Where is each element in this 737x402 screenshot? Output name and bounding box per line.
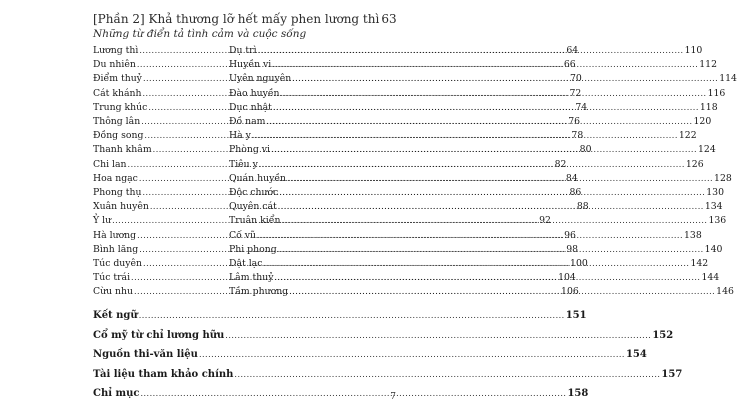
dot-leader (257, 229, 683, 242)
dot-leader (234, 368, 660, 382)
entry-page: 84 (565, 172, 578, 184)
entry-page: 134 (704, 201, 723, 213)
entry-label: Hà lương (93, 229, 137, 241)
entry-page: 136 (708, 215, 727, 227)
dot-leader (273, 101, 699, 114)
entry-label: Lương thì (93, 45, 139, 56)
entry-label: Bình lăng (93, 243, 139, 255)
entry-page: 70 (569, 73, 582, 85)
entry-page: 76 (568, 116, 581, 127)
entry-page: 82 (554, 158, 567, 170)
entry-label: Uyên nguyên (229, 73, 292, 85)
entry-label: Đồ nam (229, 116, 266, 127)
entry-page: 152 (652, 329, 674, 341)
dot-leader (278, 200, 704, 213)
page-number: 7 (390, 392, 396, 402)
entry-label: Quyên cát (229, 201, 277, 213)
dot-leader (272, 58, 698, 71)
entry-page: 92 (539, 215, 551, 227)
entry-label: Dụ trì (229, 45, 257, 56)
dot-leader (139, 309, 565, 323)
entry-label: Chi lan (93, 158, 127, 170)
entry-page: 106 (561, 286, 579, 298)
entry-label: Quán huyền (229, 172, 287, 184)
entry-page: 78 (571, 130, 584, 142)
entry-label: Phòng vi (229, 144, 270, 156)
entry-page: 118 (699, 101, 718, 113)
entry-page: 72 (569, 87, 582, 99)
entry-page: 88 (576, 201, 589, 213)
entry-label: Hoa ngạc (93, 172, 138, 184)
entry-page: 74 (575, 101, 588, 113)
entry-label: Tầm phương (229, 286, 289, 298)
entry-page: 100 (570, 258, 588, 269)
entry-page: 116 (707, 87, 726, 99)
entry-label: Dật lạc (229, 258, 263, 269)
entry-label: Kết ngữ (93, 310, 138, 321)
entry-label: Thanh khâm (93, 144, 152, 156)
entry-page: 112 (699, 59, 718, 71)
entry-label: Lâm thuỷ (229, 272, 274, 284)
dot-leader (281, 214, 707, 227)
entry-page: 64 (566, 45, 579, 56)
dot-leader (271, 143, 697, 156)
entry-page: 124 (697, 144, 716, 156)
entry-page: 80 (579, 144, 592, 156)
dot-leader (225, 329, 651, 343)
entry-page: 66 (563, 59, 576, 71)
dot-leader (292, 72, 718, 85)
entry-page: 144 (701, 272, 720, 284)
entry-label: Hà y (229, 130, 251, 142)
entry-page: 96 (564, 229, 576, 241)
entry-label: Trung khúc (93, 101, 148, 113)
dot-leader (274, 271, 700, 284)
dot-leader (289, 285, 715, 298)
entry-label: Du nhiên (93, 59, 136, 71)
entry-page: 157 (661, 368, 683, 380)
entry-label: Nguồn thi-văn liệu (93, 349, 198, 361)
entry-label: Đào huyền (229, 87, 280, 99)
entry-label: Phong thụ (93, 187, 142, 198)
entry-label: Cát khánh (93, 87, 142, 99)
entry-label: Túc trái (93, 272, 131, 284)
entry-page: 130 (706, 187, 725, 198)
dot-leader (258, 44, 684, 57)
entry-page: 114 (719, 73, 737, 85)
entry-page: 126 (685, 158, 704, 170)
entry-label: Dục nhật (229, 101, 272, 113)
dot-leader (252, 129, 678, 142)
entry-label: Cổ mỹ từ chỉ lương hữu (93, 329, 225, 341)
entry-label: Túc duyên (93, 258, 143, 269)
part-title: [Phần 2] Khả thương lỡ hết mấy phen lương thì (93, 12, 380, 26)
dot-leader (279, 186, 705, 199)
toc-final-section (93, 329, 674, 343)
entry-page: 158 (567, 388, 589, 400)
entry-page: 120 (693, 116, 712, 127)
entry-page: 140 (704, 243, 723, 255)
part-page: 63 (381, 12, 397, 26)
dot-leader (278, 243, 704, 256)
entry-label: Tiêu y (229, 158, 258, 170)
dot-leader (281, 87, 707, 100)
entry-page: 122 (678, 130, 697, 142)
dot-leader (267, 115, 693, 128)
entry-page: 110 (684, 45, 703, 56)
entry-page: 146 (716, 286, 734, 298)
entry-label: Xuân huyên (93, 201, 149, 213)
entry-label: Cố vũ (229, 229, 256, 241)
part-2-heading (93, 12, 397, 26)
entry-page: 98 (566, 243, 579, 255)
entry-page: 154 (625, 349, 647, 361)
entry-page: 138 (684, 229, 702, 241)
entry-page: 151 (565, 310, 587, 321)
entry-label: Điểm thuỷ (93, 73, 142, 85)
toc-final-section (93, 387, 589, 401)
part-subtitle: Những từ điển tả tình cảm và cuộc sống (93, 28, 307, 40)
entry-label: Ỷ lư (93, 215, 112, 227)
dot-leader (140, 387, 566, 401)
entry-label: Tài liệu tham khảo chính (93, 368, 234, 380)
entry-label: Độc chước (229, 187, 279, 198)
entry-label: Đồng song (93, 130, 144, 142)
entry-label: Chỉ mục (93, 388, 140, 400)
entry-page: 128 (714, 172, 732, 184)
entry-page: 86 (569, 187, 582, 198)
entry-label: Thông lân (93, 116, 141, 127)
entry-label: Huyền vi (229, 59, 272, 71)
toc-final-section (93, 309, 587, 323)
entry-label: Cừu nhu (93, 286, 134, 298)
toc-final-section (93, 348, 647, 362)
dot-leader (259, 158, 685, 171)
dot-leader (263, 257, 689, 270)
dot-leader (199, 348, 625, 362)
entry-label: Phi phong (229, 243, 277, 255)
entry-label: Truân kiển (229, 215, 281, 227)
entry-page: 104 (558, 272, 576, 284)
dot-leader (287, 172, 713, 185)
entry-page: 142 (690, 258, 709, 269)
toc-final-section (93, 368, 683, 382)
